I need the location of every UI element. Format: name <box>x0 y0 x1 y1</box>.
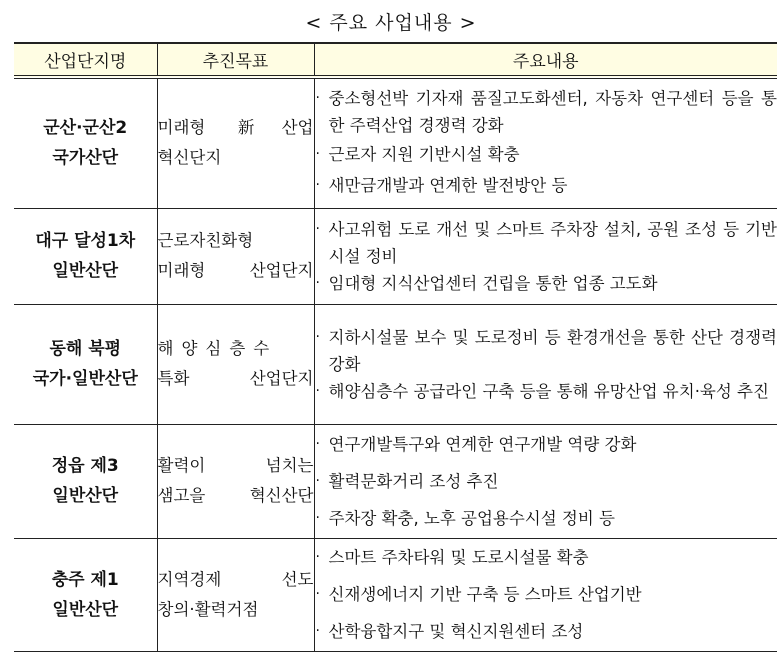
complex-name-line: 일반산단 <box>52 486 119 506</box>
goal-line: 혁신단지 <box>157 148 222 168</box>
business-content-table <box>14 42 777 652</box>
content-cell <box>314 77 777 208</box>
goal-cell <box>157 77 314 208</box>
bullet-icon: · <box>315 274 320 291</box>
goal-line: 근로자친화형 <box>157 231 254 250</box>
list-item: · 사고위험 도로 개선 및 스마트 주차장 설치, 공원 조성 등 기반시설 정비 <box>315 216 778 270</box>
list-item: · 임대형 지식산업센터 건립을 통한 업종 고도화 <box>315 270 778 297</box>
complex-name-line: 군산·군산2 <box>43 118 128 139</box>
goal-cell <box>157 304 314 424</box>
goal-line: 해양심층수 <box>157 339 278 358</box>
list-item: · 활력문화거리 조성 추진 <box>315 463 778 500</box>
bullet-icon: · <box>315 328 320 345</box>
content-list <box>315 85 778 201</box>
table-row <box>14 304 777 424</box>
complex-name-line: 일반산단 <box>52 261 119 281</box>
table-row <box>14 424 777 538</box>
list-item: · 근로자 지원 기반시설 확충 <box>315 139 778 170</box>
bullet-icon: · <box>315 146 320 163</box>
goal-line: 활력이 넘치는 <box>157 456 314 475</box>
bullet-icon: · <box>315 90 320 107</box>
content-cell <box>314 208 777 304</box>
complex-name-cell <box>14 424 157 538</box>
list-item: · 새만금개발과 연계한 발전방안 등 <box>315 170 778 201</box>
complex-name-line: 동해 북평 <box>49 339 122 359</box>
content-list <box>315 539 778 650</box>
content-list <box>315 216 778 297</box>
bullet-icon: · <box>315 382 320 399</box>
table-header-row <box>14 43 777 77</box>
complex-name-line: 정읍 제3 <box>51 456 119 476</box>
complex-name-line: 국가·일반산단 <box>32 369 138 389</box>
list-item: · 중소형선박 기자재 품질고도화센터, 자동차 연구센터 등을 통한 주력산업 경쟁력 강화 <box>315 85 778 139</box>
bullet-icon: · <box>315 220 320 237</box>
document-title: < 주요 사업내용 > <box>305 12 477 34</box>
content-cell <box>314 538 777 651</box>
bullet-icon: · <box>315 586 320 602</box>
header-goal: 추진목표 <box>157 43 314 77</box>
bullet-icon: · <box>315 549 320 565</box>
content-list <box>315 426 778 537</box>
goal-cell <box>157 538 314 651</box>
complex-name-cell <box>14 77 157 208</box>
list-item: · 산학융합지구 및 혁신지원센터 조성 <box>315 613 778 650</box>
list-item: · 주차장 확충, 노후 공업용수시설 정비 등 <box>315 500 778 537</box>
bullet-icon: · <box>315 509 320 526</box>
complex-name-line: 일반산단 <box>52 599 119 620</box>
content-cell <box>314 304 777 424</box>
table-row <box>14 538 777 651</box>
list-item: · 지하시설물 보수 및 도로정비 등 환경개선을 통한 산단 경쟁력 강화 <box>315 324 778 378</box>
list-item: · 연구개발특구와 연계한 연구개발 역량 강화 <box>315 426 778 463</box>
complex-name-cell <box>14 208 157 304</box>
content-list <box>315 324 778 405</box>
header-industrial-complex-name: 산업단지명 <box>14 43 157 77</box>
goal-line: 특화 산업단지 <box>157 369 314 388</box>
complex-name-line: 대구 달성1차 <box>35 231 136 251</box>
table-row <box>14 208 777 304</box>
goal-cell <box>157 424 314 538</box>
bullet-icon: · <box>315 472 320 489</box>
complex-name-cell <box>14 538 157 651</box>
table-row <box>14 77 777 208</box>
goal-line: 창의·활력거점 <box>157 599 259 619</box>
complex-name-line: 국가산단 <box>52 148 119 169</box>
list-item: · 스마트 주차타워 및 도로시설물 확충 <box>315 539 778 576</box>
list-item: · 신재생에너지 기반 구축 등 스마트 산업기반 <box>315 576 778 613</box>
bullet-icon: · <box>315 177 320 194</box>
goal-line: 미래형 新산업 <box>157 118 314 138</box>
header-main-content: 주요내용 <box>314 43 777 77</box>
content-cell <box>314 424 777 538</box>
list-item: · 해양심층수 공급라인 구축 등을 통해 유망산업 유치·육성 추진 <box>315 378 778 405</box>
goal-line: 미래형 산업단지 <box>157 261 314 280</box>
goal-line: 지역경제 선도 <box>157 569 314 589</box>
complex-name-line: 충주 제1 <box>51 569 119 590</box>
goal-line: 샘고을 혁신산단 <box>157 486 314 505</box>
bullet-icon: · <box>315 435 320 452</box>
complex-name-cell <box>14 304 157 424</box>
goal-cell <box>157 208 314 304</box>
bullet-icon: · <box>315 623 320 639</box>
